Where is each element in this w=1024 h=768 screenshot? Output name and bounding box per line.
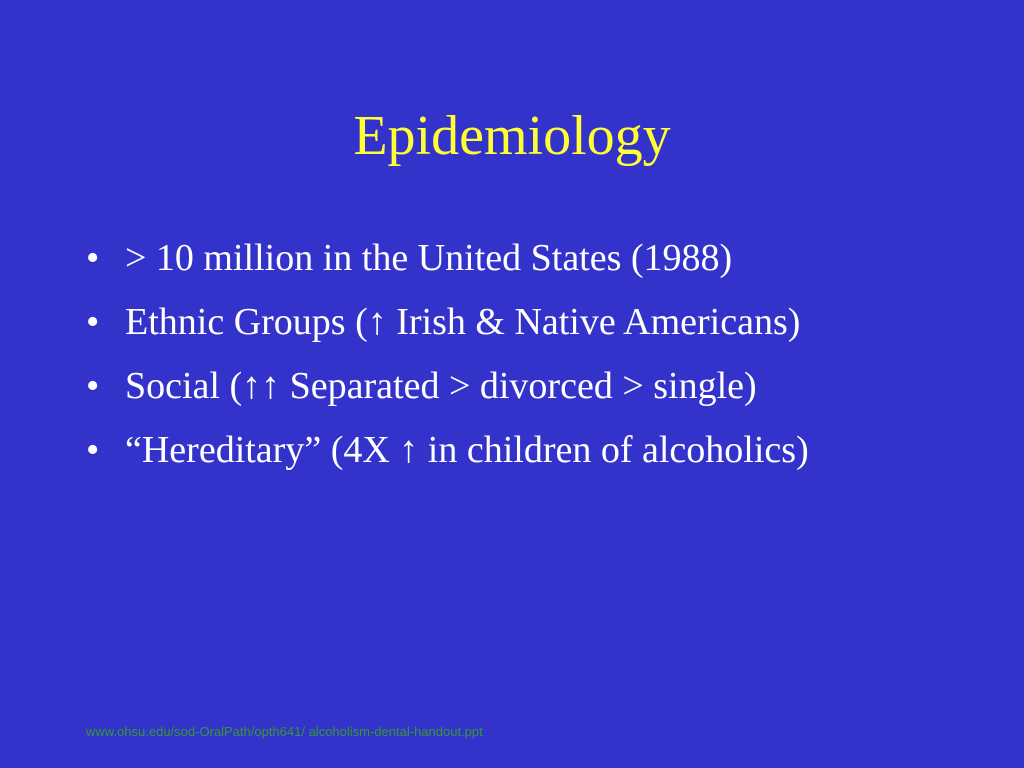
bullet-icon: • [86, 237, 100, 279]
bullet-item-social [86, 354, 986, 418]
bullet-icon: • [86, 429, 100, 471]
bullet-item-ethnic-groups [86, 290, 986, 354]
bullet-text: “Hereditary” (4X ↑ in children of alcoholics) [125, 429, 809, 471]
bullet-text: Social (↑↑ Separated > divorced > single) [125, 365, 757, 407]
bullet-text: > 10 million in the United States (1988) [125, 237, 733, 279]
slide-title: Epidemiology [353, 105, 671, 167]
bullet-item-population [86, 226, 986, 290]
bullet-icon: • [86, 365, 100, 407]
bullet-text: Ethnic Groups (↑ Irish & Native Americans) [125, 301, 801, 343]
bullet-icon: • [86, 301, 100, 343]
bullet-item-hereditary [86, 418, 986, 482]
bullet-list [86, 226, 986, 482]
footer-source-link[interactable]: www.ohsu.edu/sod-OralPath/opth641/ alcoholism-dental-handout.ppt [86, 724, 483, 739]
